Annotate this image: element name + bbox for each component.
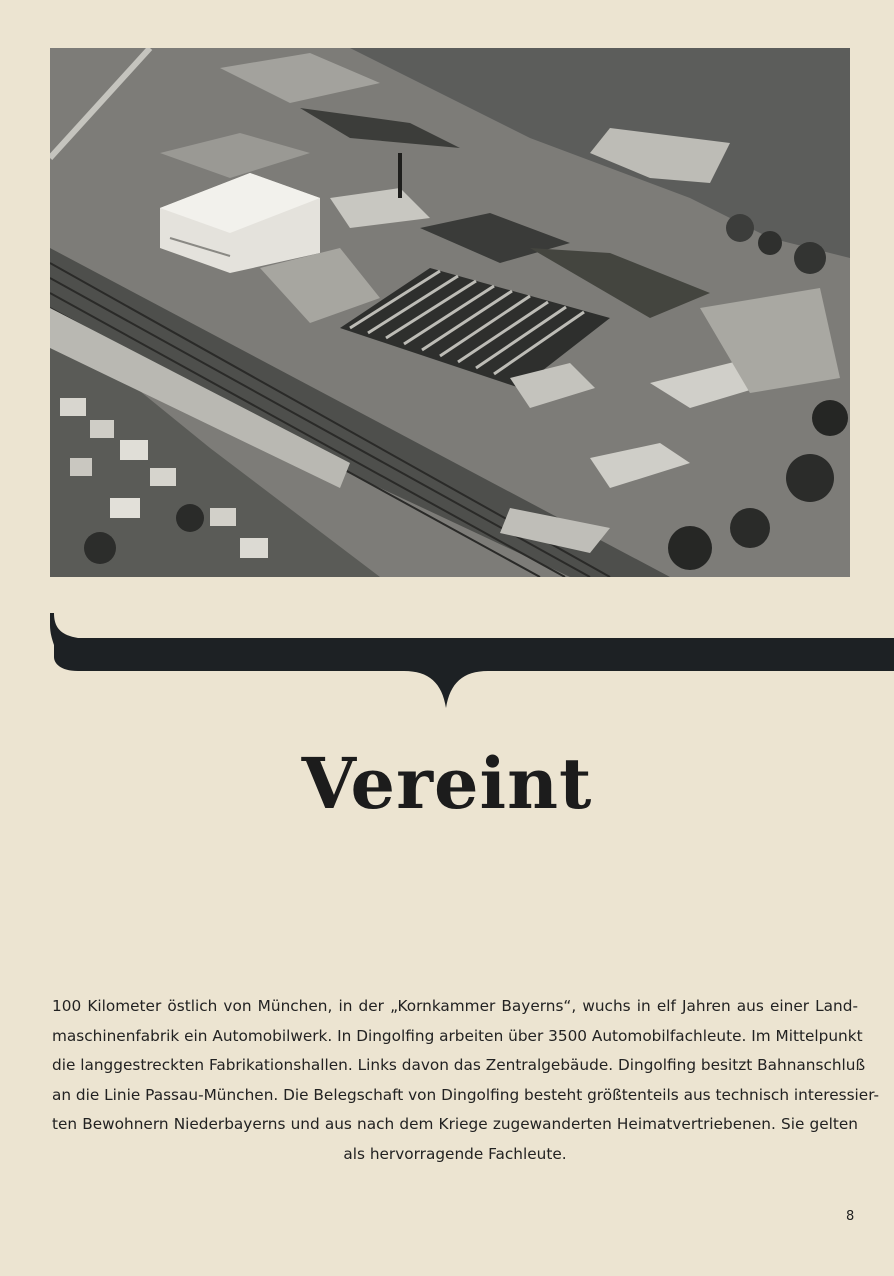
- body-line: 100 Kilometer östlich von München, in der „Kornkammer Bayerns“, wuchs in elf Jahren aus einer Land-: [52, 997, 858, 1015]
- body-line: an die Linie Passau-München. Die Belegschaft von Dingolfing besteht größtenteils aus technisch interessier-: [52, 1085, 880, 1104]
- body-paragraph: [52, 992, 880, 1169]
- body-line-last: als hervorragende Fachleute.: [343, 1144, 567, 1163]
- page-number: 8: [846, 1209, 855, 1224]
- decorative-brace-ornament: [48, 605, 894, 715]
- aerial-factory-photo: [50, 48, 850, 577]
- body-line: maschinenfabrik ein Automobilwerk. In Dingolfing arbeiten über 3500 Automobilfachleute. Im Mittelpunkt: [52, 1026, 863, 1045]
- body-line: ten Bewohnern Niederbayerns und aus nach dem Kriege zugewanderten Heimatvertriebenen. Sie gelten: [52, 1115, 858, 1133]
- page-title: Vereint: [301, 742, 593, 825]
- body-line: die langgestreckten Fabrikationshallen. Links davon das Zentralgebäude. Dingolfing besitzt Bahnanschluß: [52, 1056, 866, 1074]
